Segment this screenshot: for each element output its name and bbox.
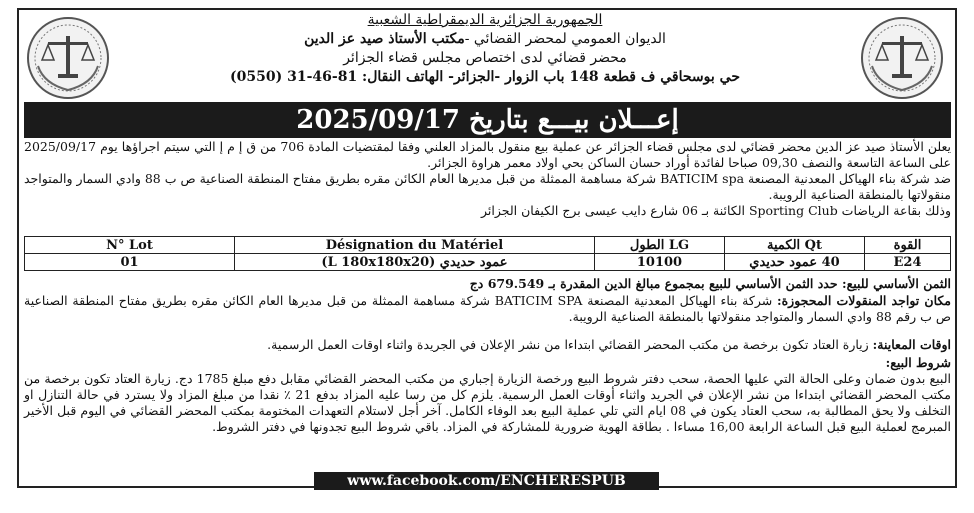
jurisdiction-line: محضر قضائي لدى اختصاص مجلس قضاء الجزائر <box>343 50 627 66</box>
col-power: القوة <box>865 237 951 254</box>
viewing-times-label: اوقات المعاينة: <box>872 337 951 352</box>
cell-lg: 10100 <box>595 254 725 271</box>
cell-qt: 40 عمود حديدي <box>725 254 865 271</box>
goods-location-label: مكان تواجد المنقولات المحجوزة: <box>777 293 951 308</box>
office-prefix: الديوان العمومي لمحضر القضائي - <box>464 31 666 47</box>
viewing-times-text: زيارة العتاد تكون برخصة من مكتب المحضر القضائي ابتداءا من نشر الإعلان في الجريدة واثناء اوقات العمل الرسمية. <box>267 337 869 352</box>
col-qt: الكمية Qt <box>725 237 865 254</box>
facebook-link[interactable]: www.facebook.com/ENCHERESPUB <box>314 472 659 490</box>
intro-paragraph: يعلن الأستاذ صيد عز الدين محضر قضائي لدى مجلس قضاء الجزائر عن عملية بيع منقول بالمزاد العلني وفقا لمقتضيات المادة 706 من ق إ م إ التي سيتم اجراؤها يوم 2025/09/17 على الساعة التاسعة والنصف 09,30 صباحا لفائدة أوراد حسان الساكن بحي اولاد معمر هراوة الجزائر. <box>24 139 951 170</box>
col-lot: N° Lot <box>25 237 235 254</box>
cell-designation: عمود حديدي (L 180x180x20) <box>235 254 595 271</box>
intro-paragraph: وذلك بقاعة الرياضات Sporting Club الكائنة بـ 06 شارع دايب عيسى برج الكيفان الجزائر <box>481 203 951 218</box>
base-price-label: الثمن الأساسي للبيع: <box>841 276 951 291</box>
base-price-section <box>24 276 951 292</box>
office-name: مكتب الأستاذ صيد عز الدين <box>304 31 465 47</box>
office-line <box>112 30 858 49</box>
intro-text <box>24 139 951 219</box>
viewing-times-section <box>24 337 951 353</box>
intro-paragraph: ضد شركة بناء الهياكل المعدنية المصنعة BATICIM spa شركة مساهمة الممثلة من قبل مديرها العام الكائن مقره بطريق مفتاح المنطقة الصناعية ص ب 88 وادي السمار والمتواجد منقولاتها بالمنطقة الصناعية الرويبة. <box>24 171 952 202</box>
goods-location-section <box>24 293 951 325</box>
col-designation: Désignation du Matériel <box>235 237 595 254</box>
office-header <box>112 11 858 87</box>
sale-announcement-banner: إعـــلان بيـــع بتاريخ 2025/09/17 <box>24 102 951 138</box>
sale-conditions-section <box>24 355 951 435</box>
table-row <box>25 254 951 271</box>
cell-lot: 01 <box>25 254 235 271</box>
republic-title: الجمهورية الجزائرية الديمقراطية الشعبية <box>367 12 603 28</box>
lots-table <box>24 236 951 271</box>
table-header-row <box>25 237 951 254</box>
scales-of-justice-emblem-icon <box>24 14 112 102</box>
goods-location-text: شركة بناء الهياكل المعدنية المصنعة BATICIM SPA شركة مساهمة الممثلة من قبل مديرها العام الكائن مقره بطريق مفتاح المنطقة الصناعية ص ب رقم 88 وادي السمار والمتواجد منقولاتها بالمنطقة الصناعية الرويبة. <box>24 293 951 324</box>
cell-power: E24 <box>865 254 951 271</box>
sale-conditions-label: شروط البيع: <box>885 355 951 370</box>
col-lg: الطول LG <box>595 237 725 254</box>
scales-of-justice-emblem-icon <box>858 14 946 102</box>
base-price-text: حدد الثمن الأساسي للبيع بمجموع مبالغ الدين المقدرة بـ 679.549 دج <box>469 276 838 291</box>
address-line: حي بوسحاقي ف قطعة 148 باب الزوار -الجزائر- الهاتف النقال: 81-46-31 (0550) <box>230 69 740 85</box>
sale-conditions-text: البيع بدون ضمان وعلى الحالة التي عليها الحصة، سحب دفتر شروط البيع ورخصة الزيارة إجباري من مكتب المحضر القضائي مقابل دفع مبلغ 1785 دج. زيارة العتاد تكون برخصة من مكتب المحضر القضائي ابتداءا من نشر الإعلان في الجريد واثناء أوقات العمل الرسمية. يلزم كل من رسا عليه المزاد بدفع 21 ٪ نقدا من مبلغ المزاد ولا يسترد في حالة التنازل او التخلف ولا يحق المطالبة به، سحب العتاد يكون في 08 ايام التي تلي عملية البيع بعد الوفاء الكامل. آخر أجل لاستلام التعهدات المختومة بمكتب المحضر القضائي في اليوم قبل الأخير المبرمج لعملية البيع قبل الساعة الرابعة 16,00 مساءا . بطاقة الهوية ضرورية للمشاركة في المزاد. باقي شروط البيع تجدونها في دفتر الشروط. <box>24 371 952 434</box>
